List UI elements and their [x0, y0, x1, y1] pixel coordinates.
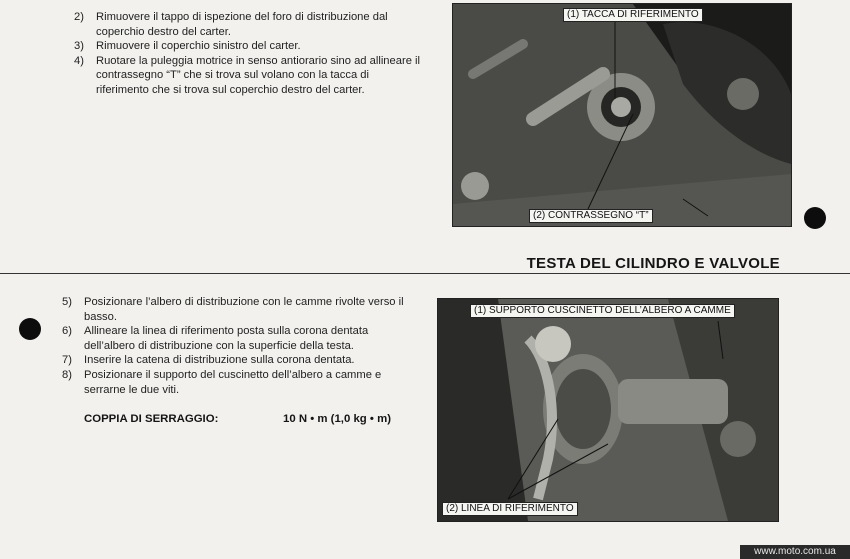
list-item	[62, 295, 410, 324]
step-text: Rimuovere il coperchio sinistro del carter.	[96, 40, 301, 53]
flywheel-photo	[452, 3, 792, 227]
top-steps-list	[74, 10, 424, 98]
binder-hole	[19, 318, 41, 340]
list-item	[62, 368, 410, 397]
section-title: TESTA DEL CILINDRO E VALVOLE	[526, 255, 780, 272]
step-number: 2)	[74, 11, 84, 23]
binder-hole	[804, 207, 826, 229]
step-text: Posizionare l’albero di distribuzione con le camme rivolte verso il basso.	[84, 296, 404, 323]
step-number: 5)	[62, 296, 72, 308]
step-text: Posizionare il supporto del cuscinetto dell’albero a camme e serrarne le due viti.	[84, 368, 382, 396]
step-number: 3)	[74, 40, 84, 53]
torque-label: COPPIA DI SERRAGGIO:	[84, 413, 219, 425]
list-item	[74, 54, 424, 98]
step-number: 8)	[62, 368, 72, 381]
step-text: Inserire la catena di distribuzione sulla corona dentata.	[84, 354, 355, 367]
callout-camshaft-bearing-support: (1) SUPPORTO CUSCINETTO DELL’ALBERO A CAMME	[470, 304, 735, 318]
list-item	[62, 324, 410, 353]
callout-t-mark: (2) CONTRASSEGNO “T”	[529, 209, 653, 223]
list-item	[62, 353, 410, 368]
step-text: Ruotare la puleggia motrice in senso antiorario sino ad allineare il contrassegno “T” che si trova sul volano con la tacca di riferimento che si trova sul coperchio destro del carter.	[96, 54, 421, 96]
list-item	[74, 39, 424, 54]
flywheel-photo-illustration	[453, 4, 791, 226]
step-number: 4)	[74, 54, 84, 67]
bottom-steps-list	[62, 295, 410, 397]
step-number: 6)	[62, 325, 72, 338]
camshaft-photo	[437, 298, 779, 522]
torque-value: 10 N • m (1,0 kg • m)	[283, 413, 391, 425]
section-divider	[0, 273, 850, 274]
step-number: 7)	[62, 354, 72, 367]
callout-reference-line: (2) LINEA DI RIFERIMENTO	[442, 502, 578, 516]
step-text: Rimuovere il tappo di ispezione del foro di distribuzione dal coperchio destro del carter.	[96, 11, 388, 38]
camshaft-photo-illustration	[438, 299, 778, 521]
callout-reference-notch: (1) TACCA DI RIFERIMENTO	[563, 8, 703, 22]
list-item	[74, 10, 424, 39]
step-text: Allineare la linea di riferimento posta sulla corona dentata dell’albero di distribuzione con la superficie della testa.	[84, 325, 369, 352]
watermark: www.moto.com.ua	[740, 545, 850, 559]
